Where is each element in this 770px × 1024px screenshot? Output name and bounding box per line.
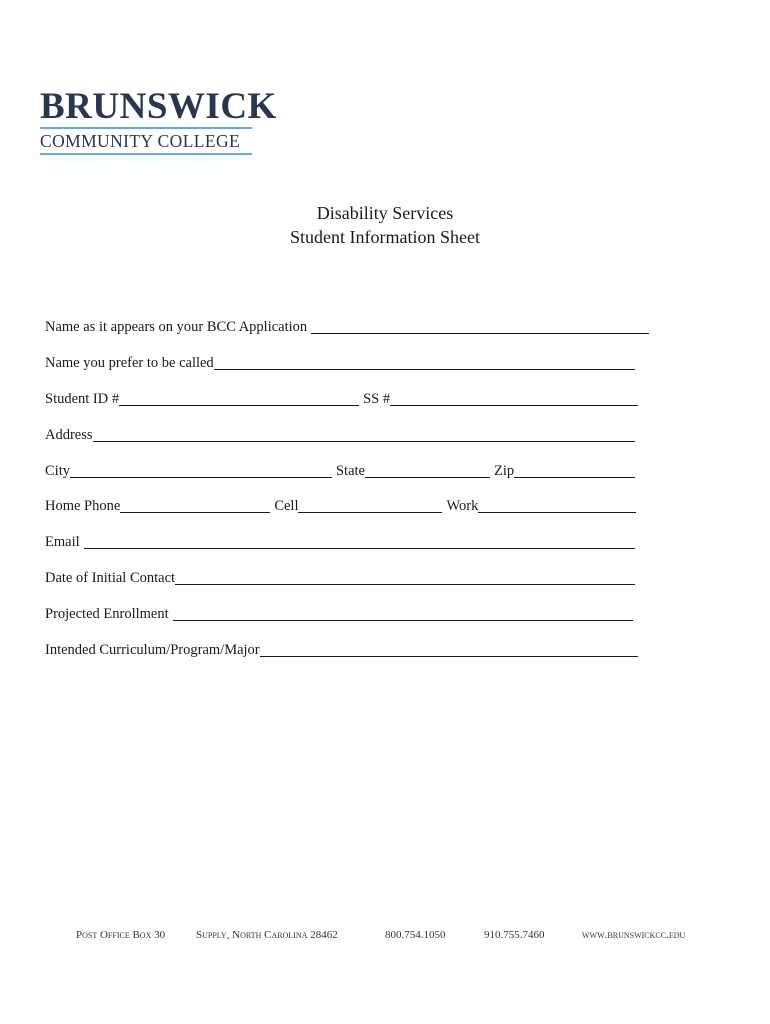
city-label: City [45,463,70,479]
state-label: State [335,463,365,479]
student-id-label: Student ID # [45,391,120,407]
logo-community-college: COMMUNITY COLLEGE [40,131,241,151]
address-label: Address [45,427,93,443]
footer-city-state: Supply, North Carolina 28462 [196,929,338,941]
initial-contact-field[interactable] [175,570,635,585]
cell-field[interactable] [298,498,442,513]
row-initial-contact [45,567,635,587]
row-ids [45,388,638,408]
row-address [45,424,635,444]
projected-enrollment-label: Projected Enrollment [45,606,169,622]
email-field[interactable] [84,534,635,549]
home-phone-field[interactable] [120,498,270,513]
work-field[interactable] [478,498,636,513]
curriculum-label: Intended Curriculum/Program/Major [45,642,260,658]
zip-field[interactable] [514,463,635,478]
row-name-preferred [45,352,635,372]
logo-rule [40,127,252,129]
footer-phone-1: 800.754.1050 [385,929,446,941]
logo-rule-bottom [40,153,252,155]
name-preferred-label: Name you prefer to be called [45,355,214,371]
student-id-field[interactable] [119,391,359,406]
logo-brunswick: BRUNSWICK [40,86,277,127]
work-label: Work [446,498,479,514]
city-field[interactable] [70,463,332,478]
row-phones [45,495,636,515]
email-label: Email [45,534,80,550]
initial-contact-label: Date of Initial Contact [45,570,176,586]
projected-enrollment-field[interactable] [173,606,633,621]
name-application-label: Name as it appears on your BCC Application [45,319,308,335]
row-projected-enrollment [45,603,633,623]
ss-label: SS # [363,391,391,407]
footer [0,929,770,943]
row-curriculum [45,639,638,659]
row-name-application [45,316,649,336]
form-subtitle: Student Information Sheet [290,227,480,247]
college-logo [40,86,277,155]
row-email [45,531,635,551]
home-phone-label: Home Phone [45,498,121,514]
footer-website[interactable]: www.brunswickcc.edu [582,929,686,941]
cell-label: Cell [274,498,299,514]
address-field[interactable] [93,427,635,442]
footer-po-box: Post Office Box 30 [76,929,166,941]
row-city-state-zip [45,460,635,480]
ss-field[interactable] [390,391,638,406]
footer-phone-2: 910.755.7460 [484,929,545,941]
name-application-field[interactable] [311,319,649,334]
zip-label: Zip [493,463,515,479]
curriculum-field[interactable] [260,642,638,657]
form-title: Disability Services [316,203,454,223]
state-field[interactable] [365,463,490,478]
name-preferred-field[interactable] [214,355,635,370]
